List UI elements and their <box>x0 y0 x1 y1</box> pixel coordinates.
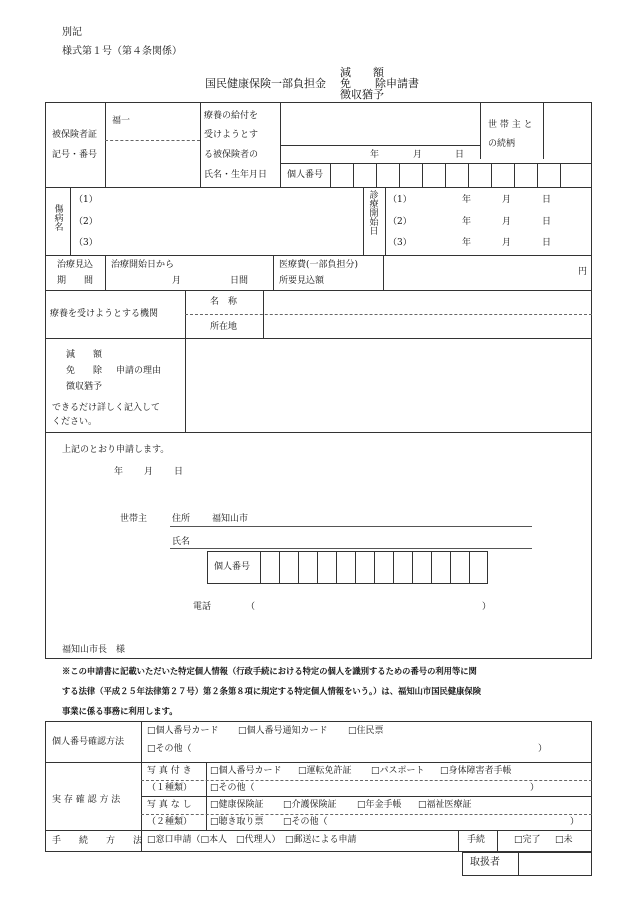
privacy-notice-3: 事業に係る事務に利用します。 <box>62 706 178 716</box>
p1-other-close: ） <box>530 783 540 793</box>
office-use-table <box>45 721 592 852</box>
cost-label-1: 医療費(一部負担分) <box>279 260 359 270</box>
start-3-day: 日 <box>542 238 552 248</box>
start-2: （2） <box>388 217 412 227</box>
p1-other[interactable]: □ その他（ <box>210 784 255 793</box>
procedure-not-done[interactable]: □ 未 <box>555 836 573 845</box>
start-3-month: 月 <box>502 238 512 248</box>
privacy-notice-2: する法律（平成２５年法律第２７号）第２条第８項に規定する特定個人情報をいう。）は、福知山市国民健康保険 <box>62 686 481 696</box>
photo-no-label: 写 真 な し <box>147 800 192 810</box>
outlook-label-2: 期 間 <box>57 276 94 286</box>
addressee: 福知山市長 様 <box>62 645 126 655</box>
cost-label-2: 所要見込額 <box>279 276 325 286</box>
p2-pension-book[interactable]: □ 年金手帳 <box>357 801 402 810</box>
dob-year: 年 <box>370 150 380 160</box>
mn-method-label: 個人番号確認方法 <box>52 737 125 747</box>
apply-month: 月 <box>144 467 154 477</box>
title-option-reduce: 減 額 <box>340 66 384 79</box>
procedure-method-label: 手 続 方 法 <box>52 836 143 846</box>
relation-label-1: 世 帯 主 と <box>488 120 533 130</box>
phone-label: 電話 <box>193 602 212 612</box>
procedure-method-options[interactable]: □窓口申請（□本人 □代理人） □郵送による申請 <box>147 835 357 845</box>
from-start-label: 治療開始日から <box>111 260 175 270</box>
start-1: （1） <box>388 195 412 205</box>
title-option-defer: 徴収猶予 <box>340 88 384 101</box>
p2-welfare-card[interactable]: □ 福祉医療証 <box>418 801 472 810</box>
outlook-label-1: 治療見込 <box>57 260 94 270</box>
procedure-done[interactable]: □ 完了 <box>514 836 541 845</box>
p2-hearing-sheet[interactable]: □ 聴き取り票 <box>210 818 264 827</box>
start-2-year: 年 <box>462 217 472 227</box>
institution-name-label: 名 称 <box>210 297 238 307</box>
institution-address-label: 所在地 <box>210 322 238 332</box>
reason-note-1: できるだけ詳しく記入して <box>52 403 161 413</box>
photo-no-count: （２種類） <box>147 817 193 827</box>
reason-label: 申請の理由 <box>116 366 162 376</box>
apply-year: 年 <box>114 467 124 477</box>
privacy-notice-1: ※この申請書に記載いただいた特定個人情報（行政手続における特定の個人を識別するための番号の利用等に関 <box>62 666 477 676</box>
householder-label: 世帯主 <box>120 514 148 524</box>
title-main: 国民健康保険一部負担金 <box>205 77 326 90</box>
mn-opt-residence[interactable]: □ 住民票 <box>348 727 384 736</box>
outlook-months: 月 <box>172 276 182 286</box>
phone-paren-close: ） <box>482 602 492 612</box>
reason-note-2: ください。 <box>52 417 98 427</box>
recipient-label-4: 氏名・生年月日 <box>204 170 268 180</box>
outlook-days: 日間 <box>230 276 249 286</box>
address-line[interactable] <box>170 526 532 527</box>
start-2-day: 日 <box>542 217 552 227</box>
reason-opt-exempt: 免 除 <box>66 366 103 376</box>
illness-3: （3） <box>74 238 98 248</box>
applicant-my-number-label: 個人番号 <box>214 562 251 572</box>
relation-label-2: の続柄 <box>488 139 516 149</box>
address-value: 福知山市 <box>212 514 249 524</box>
mn-opt-other[interactable]: □ その他（ <box>147 745 192 754</box>
recipient-label-2: 受けようとす <box>204 130 259 140</box>
address-label: 住所 <box>172 514 191 524</box>
recipient-label-3: る被保険者の <box>204 150 259 160</box>
annex-label: 別記 <box>62 27 82 38</box>
insured-my-number-label: 個人番号 <box>287 170 324 180</box>
reason-opt-reduce: 減 額 <box>66 350 103 360</box>
application-statement: 上記のとおり申請します。 <box>62 445 170 455</box>
cert-prefix: 福一 <box>112 116 131 126</box>
p2-other-close: ） <box>570 817 580 827</box>
reason-opt-defer: 徴収猶予 <box>66 382 103 392</box>
p1-drivers-license[interactable]: □ 運転免許証 <box>298 767 352 776</box>
illness-label: 傷病名 <box>52 204 63 231</box>
p2-health-card[interactable]: □ 健康保険証 <box>210 801 264 810</box>
form-number: 様式第１号（第４条関係） <box>62 46 182 57</box>
title-suffix: 除申請書 <box>375 77 419 90</box>
mn-opt-card[interactable]: □ 個人番号カード <box>147 727 219 736</box>
start-date-label: 診療開始日 <box>367 190 378 235</box>
cert-label-2: 記号・番号 <box>52 150 98 160</box>
procedure-status-label: 手続 <box>467 835 486 845</box>
phone-paren-open: （ <box>246 602 256 612</box>
dob-month: 月 <box>413 150 423 160</box>
start-3-year: 年 <box>462 238 472 248</box>
applicant-name-label: 氏名 <box>172 537 191 547</box>
p1-passport[interactable]: □ パスポート <box>371 767 425 776</box>
p2-other[interactable]: □ その他（ <box>283 818 328 827</box>
start-1-month: 月 <box>502 195 512 205</box>
title-option-exempt: 免 <box>340 77 351 90</box>
cert-label: 被保険者証 <box>52 130 98 140</box>
illness-1: （1） <box>74 195 98 205</box>
p1-disability-book[interactable]: □ 身体障害者手帳 <box>440 767 512 776</box>
start-2-month: 月 <box>502 217 512 227</box>
dob-day: 日 <box>455 150 465 160</box>
mn-opt-notice-card[interactable]: □ 個人番号通知カード <box>238 727 328 736</box>
p1-mn-card[interactable]: □ 個人番号カード <box>210 767 282 776</box>
handler-label: 取扱者 <box>470 857 500 868</box>
apply-day: 日 <box>174 467 184 477</box>
applicant-name-line[interactable] <box>170 548 532 549</box>
photo-yes-label: 写 真 付 き <box>147 766 192 776</box>
start-1-day: 日 <box>542 195 552 205</box>
identity-method-label: 実 存 確 認 方 法 <box>52 795 121 805</box>
mn-other-close: ） <box>538 744 548 754</box>
yen-unit: 円 <box>578 267 588 277</box>
start-3: （3） <box>388 238 412 248</box>
illness-2: （2） <box>74 217 98 227</box>
institution-label: 療養を受けようとする機関 <box>50 309 159 319</box>
start-1-year: 年 <box>462 195 472 205</box>
recipient-label-1: 療養の給付を <box>204 111 259 121</box>
p2-care-card[interactable]: □ 介護保険証 <box>283 801 337 810</box>
photo-yes-count: （１種類） <box>147 783 193 793</box>
